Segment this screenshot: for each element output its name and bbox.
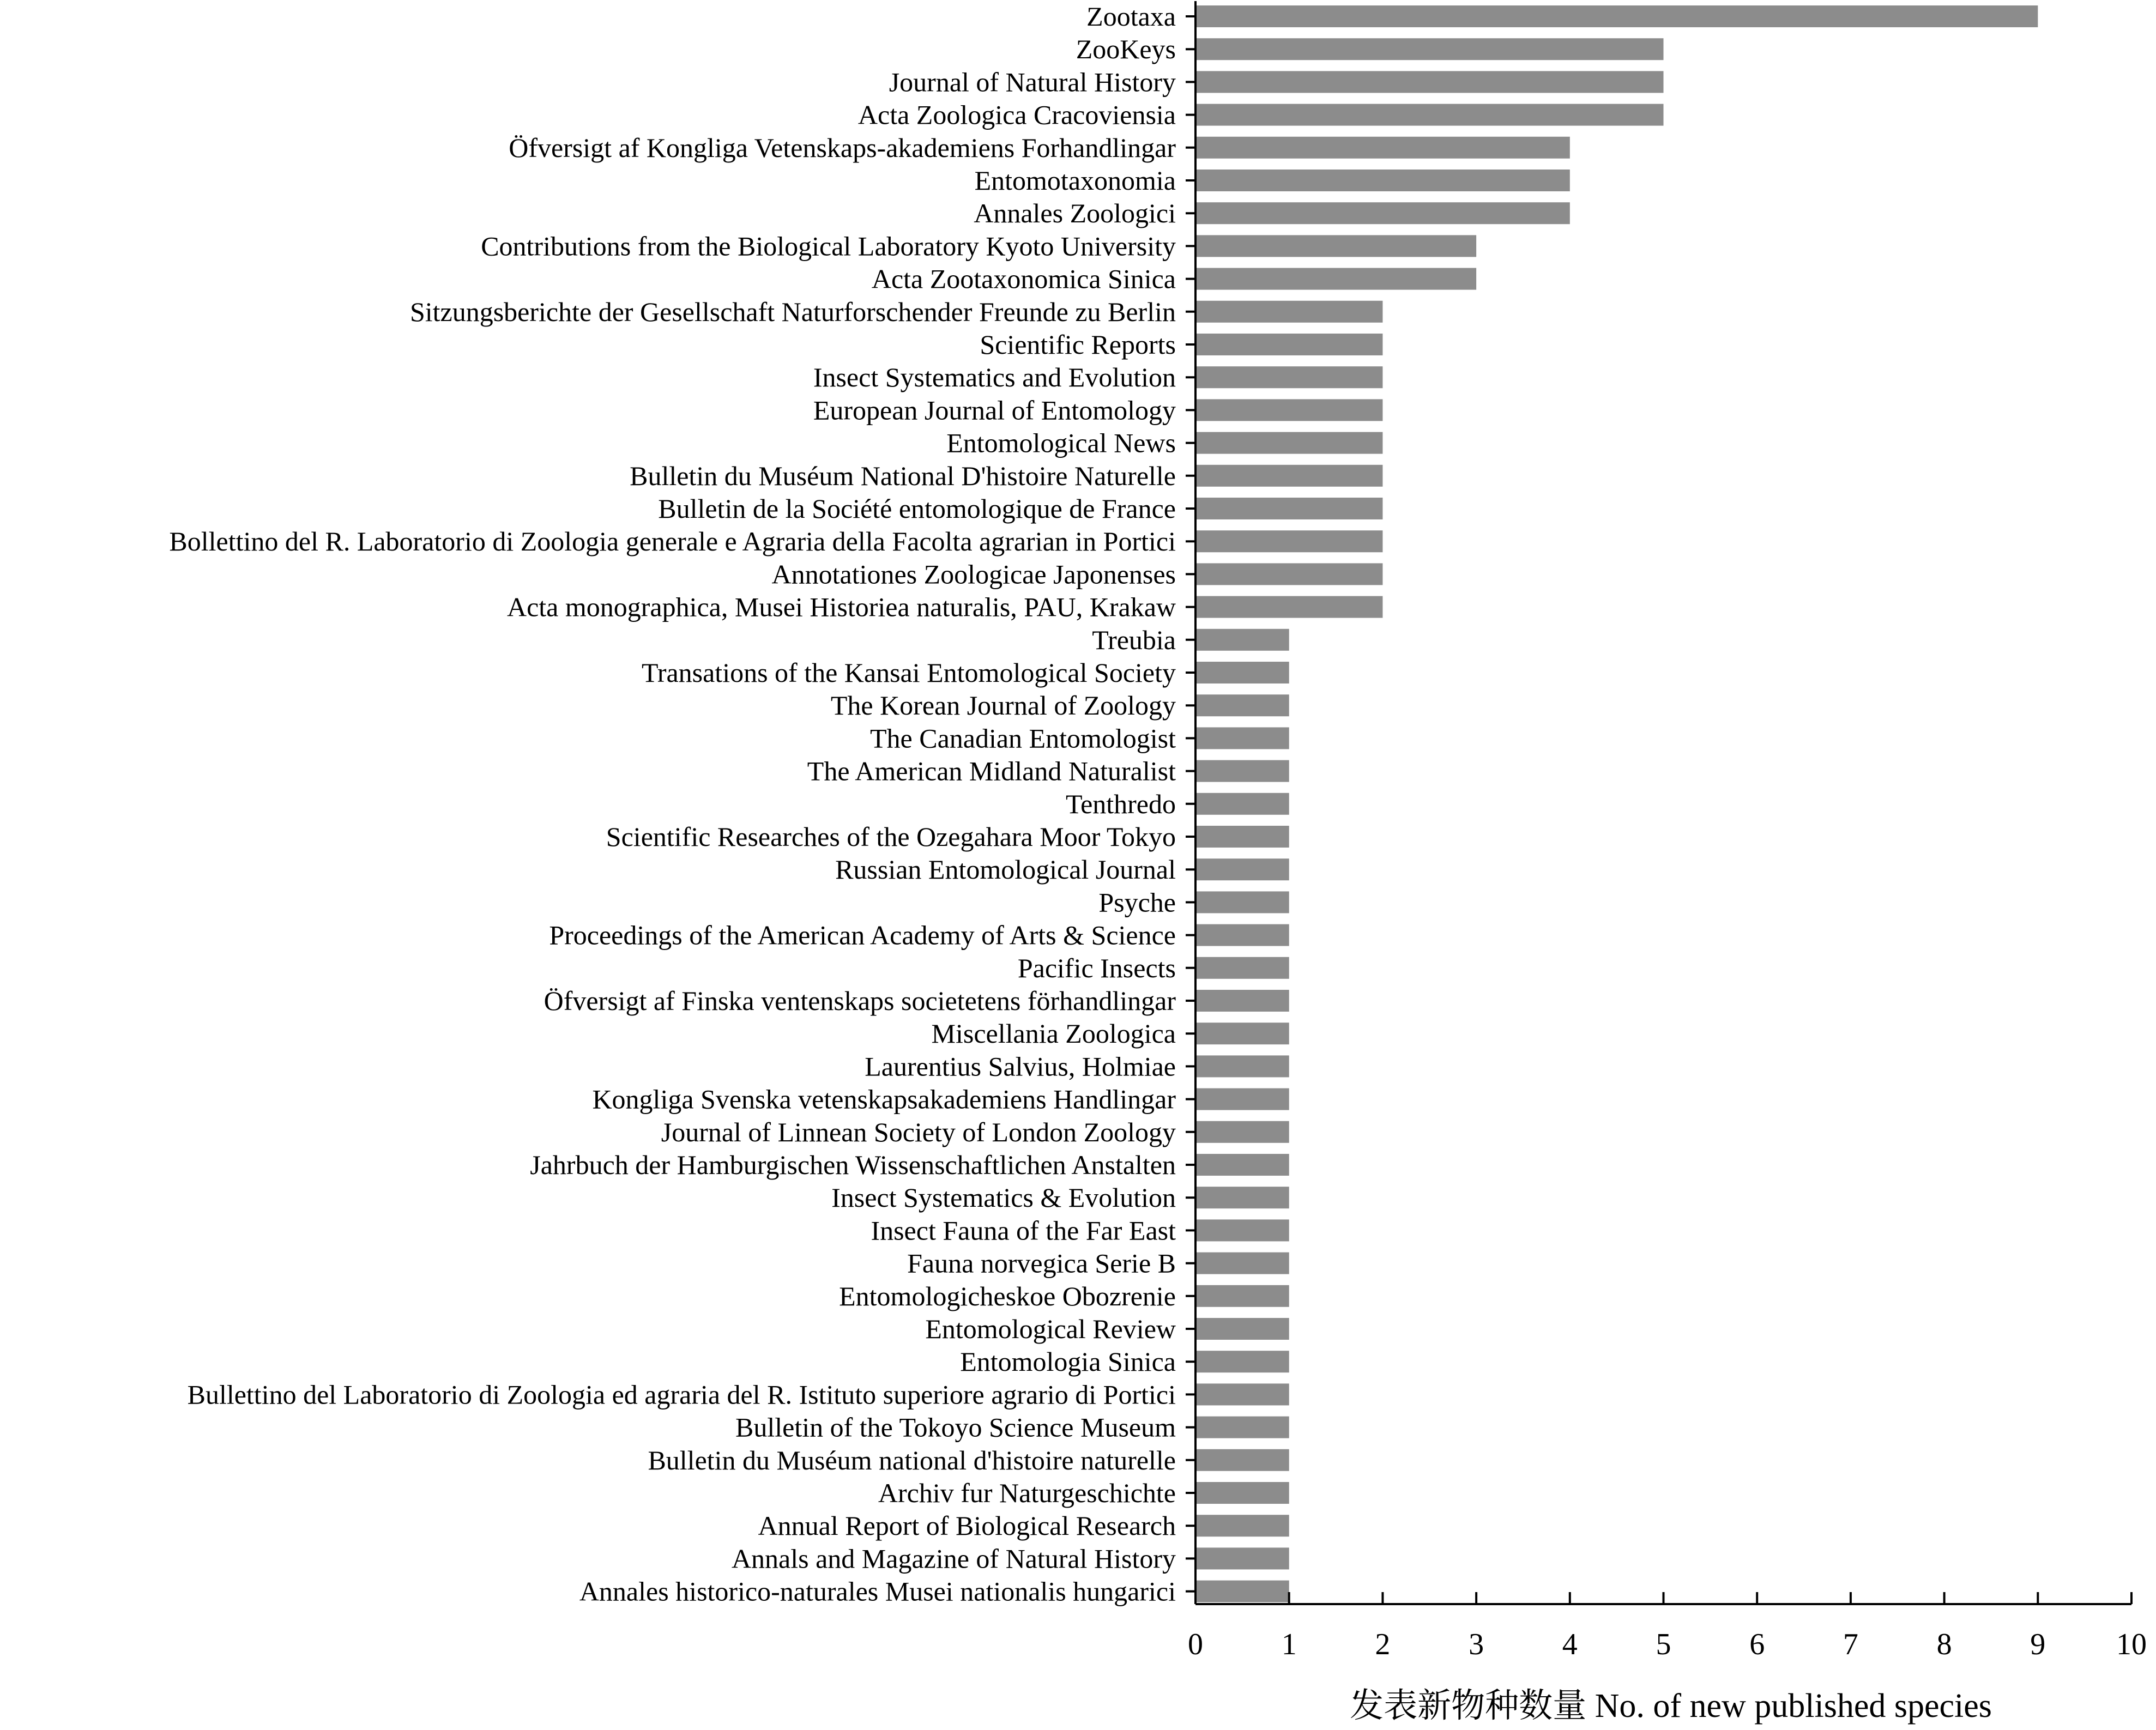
- bar: [1195, 366, 1382, 388]
- bar: [1195, 104, 1664, 126]
- category-label: Pacific Insects: [1017, 952, 1176, 983]
- category-label: Treubia: [1092, 624, 1176, 655]
- bar: [1195, 858, 1289, 880]
- category-label: Bulletin of the Tokoyo Science Museum: [735, 1412, 1176, 1443]
- bar: [1195, 1515, 1289, 1537]
- bar: [1195, 71, 1664, 93]
- bar: [1195, 1383, 1289, 1405]
- x-tick-label: 0: [1188, 1628, 1203, 1661]
- bar: [1195, 1023, 1289, 1044]
- category-label: Miscellania Zoologica: [931, 1018, 1176, 1049]
- bar: [1195, 1449, 1289, 1471]
- bar: [1195, 1088, 1289, 1110]
- bar: [1195, 202, 1570, 224]
- bar: [1195, 990, 1289, 1012]
- category-label: Acta Zootaxonomica Sinica: [871, 263, 1176, 294]
- category-label: Sitzungsberichte der Gesellschaft Naturforschender Freunde zu Berlin: [409, 296, 1176, 327]
- category-label: Russian Entomological Journal: [835, 854, 1176, 885]
- bar: [1195, 38, 1664, 60]
- bar: [1195, 924, 1289, 946]
- bars: [1195, 5, 2038, 1602]
- bar: [1195, 1219, 1289, 1241]
- category-label: Entomotaxonomia: [974, 165, 1176, 196]
- x-tick-label: 9: [2030, 1628, 2046, 1661]
- category-label: Acta Zoologica Cracoviensia: [857, 99, 1176, 130]
- category-label: Annales historico-naturales Musei nationalis hungarici: [579, 1576, 1176, 1607]
- bar: [1195, 1417, 1289, 1438]
- bar: [1195, 235, 1476, 257]
- bar: [1195, 1121, 1289, 1143]
- x-tick-label: 7: [1843, 1628, 1858, 1661]
- bar: [1195, 170, 1570, 191]
- category-label: Jahrbuch der Hamburgischen Wissenschaftlichen Anstalten: [530, 1150, 1176, 1180]
- bar: [1195, 268, 1476, 290]
- bar: [1195, 5, 2038, 27]
- category-label: Archiv fur Naturgeschichte: [878, 1478, 1176, 1508]
- bar: [1195, 1547, 1289, 1569]
- bar: [1195, 760, 1289, 782]
- bar: [1195, 1055, 1289, 1077]
- bar: [1195, 793, 1289, 815]
- bar: [1195, 530, 1382, 552]
- category-label: Entomologicheskoe Obozrenie: [839, 1280, 1176, 1311]
- x-tick-label: 1: [1281, 1628, 1297, 1661]
- bar: [1195, 629, 1289, 651]
- x-tick-label: 3: [1469, 1628, 1484, 1661]
- category-label: Annual Report of Biological Research: [758, 1510, 1176, 1541]
- category-label: Scientific Researches of the Ozegahara Moor Tokyo: [606, 821, 1176, 852]
- category-label: Transations of the Kansai Entomological Society: [642, 657, 1176, 688]
- x-tick-label: 10: [2116, 1628, 2147, 1661]
- bar: [1195, 957, 1289, 979]
- category-label: Insect Systematics and Evolution: [813, 362, 1176, 393]
- bar: [1195, 1285, 1289, 1307]
- category-label: Journal of Natural History: [889, 66, 1176, 98]
- category-label: Tenthredo: [1066, 788, 1176, 819]
- bar: [1195, 1187, 1289, 1208]
- bar: [1195, 694, 1289, 716]
- category-label: Proceedings of the American Academy of Arts & Science: [549, 920, 1176, 951]
- bar: [1195, 1253, 1289, 1274]
- bar: [1195, 432, 1382, 454]
- x-tick-label: 2: [1375, 1628, 1391, 1661]
- bar: [1195, 399, 1382, 421]
- bar: [1195, 662, 1289, 683]
- category-label: Annotationes Zoologicae Japonenses: [771, 559, 1176, 590]
- category-label: Zootaxa: [1086, 1, 1176, 32]
- x-tick-label: 8: [1936, 1628, 1952, 1661]
- category-label: Acta monographica, Musei Historiea naturalis, PAU, Krakaw: [506, 591, 1176, 622]
- bar: [1195, 498, 1382, 519]
- category-label: ZooKeys: [1076, 34, 1176, 65]
- category-label: Bulletin du Muséum national d'histoire naturelle: [648, 1444, 1176, 1475]
- bar: [1195, 334, 1382, 355]
- category-label: Scientific Reports: [980, 329, 1176, 360]
- category-label: Psyche: [1098, 887, 1176, 918]
- category-label: Bullettino del Laboratorio di Zoologia ed agraria del R. Istituto superiore agrario di Portici: [187, 1379, 1176, 1410]
- y-axis-ticks: [1186, 16, 1195, 1592]
- x-axis-title: 发表新物种数量 No. of new published species: [1350, 1687, 1992, 1725]
- category-label: Journal of Linnean Society of London Zoology: [661, 1116, 1176, 1147]
- category-label: Öfversigt af Finska ventenskaps societetens förhandlingar: [543, 985, 1176, 1016]
- x-axis-ticks: [1195, 1592, 2131, 1604]
- category-label: Insect Fauna of the Far East: [871, 1215, 1176, 1246]
- bar: [1195, 596, 1382, 618]
- bar: [1195, 1351, 1289, 1372]
- category-label: Öfversigt af Kongliga Vetenskaps-akademiens Forhandlingar: [509, 132, 1176, 163]
- bar: [1195, 1581, 1289, 1602]
- x-tick-label: 5: [1656, 1628, 1671, 1661]
- category-label: Insect Systematics & Evolution: [831, 1182, 1176, 1213]
- category-label: The American Midland Naturalist: [807, 755, 1176, 787]
- category-label: Kongliga Svenska vetenskapsakademiens Handlingar: [592, 1084, 1176, 1115]
- category-label: Laurentius Salvius, Holmiae: [865, 1051, 1176, 1082]
- x-axis-tick-labels: [1188, 1628, 2147, 1661]
- category-label: Contributions from the Biological Laboratory Kyoto University: [481, 231, 1176, 262]
- bar: [1195, 563, 1382, 585]
- category-label: Bulletin de la Société entomologique de France: [658, 493, 1176, 524]
- bar: [1195, 1482, 1289, 1504]
- bar: [1195, 891, 1289, 913]
- category-label: Entomological News: [946, 427, 1176, 458]
- category-label: The Korean Journal of Zoology: [830, 690, 1176, 721]
- bar: [1195, 1318, 1289, 1340]
- bar: [1195, 301, 1382, 323]
- category-label: Annales Zoologici: [974, 198, 1176, 229]
- bar: [1195, 465, 1382, 487]
- category-label: European Journal of Entomology: [813, 395, 1176, 426]
- category-label: Bulletin du Muséum National D'histoire Naturelle: [630, 460, 1176, 491]
- category-label: Bollettino del R. Laboratorio di Zoologia generale e Agraria della Facolta agrarian in Portici: [169, 526, 1176, 557]
- category-label: Fauna norvegica Serie B: [907, 1248, 1176, 1279]
- bar: [1195, 727, 1289, 749]
- category-label: Entomologia Sinica: [960, 1346, 1176, 1377]
- category-labels: [169, 1, 1176, 1607]
- x-tick-label: 6: [1749, 1628, 1765, 1661]
- category-label: The Canadian Entomologist: [869, 723, 1176, 754]
- bar: [1195, 137, 1570, 159]
- category-label: Entomological Review: [925, 1314, 1176, 1344]
- x-tick-label: 4: [1562, 1628, 1578, 1661]
- bar: [1195, 826, 1289, 848]
- bar: [1195, 1154, 1289, 1176]
- category-label: Annals and Magazine of Natural History: [731, 1543, 1176, 1574]
